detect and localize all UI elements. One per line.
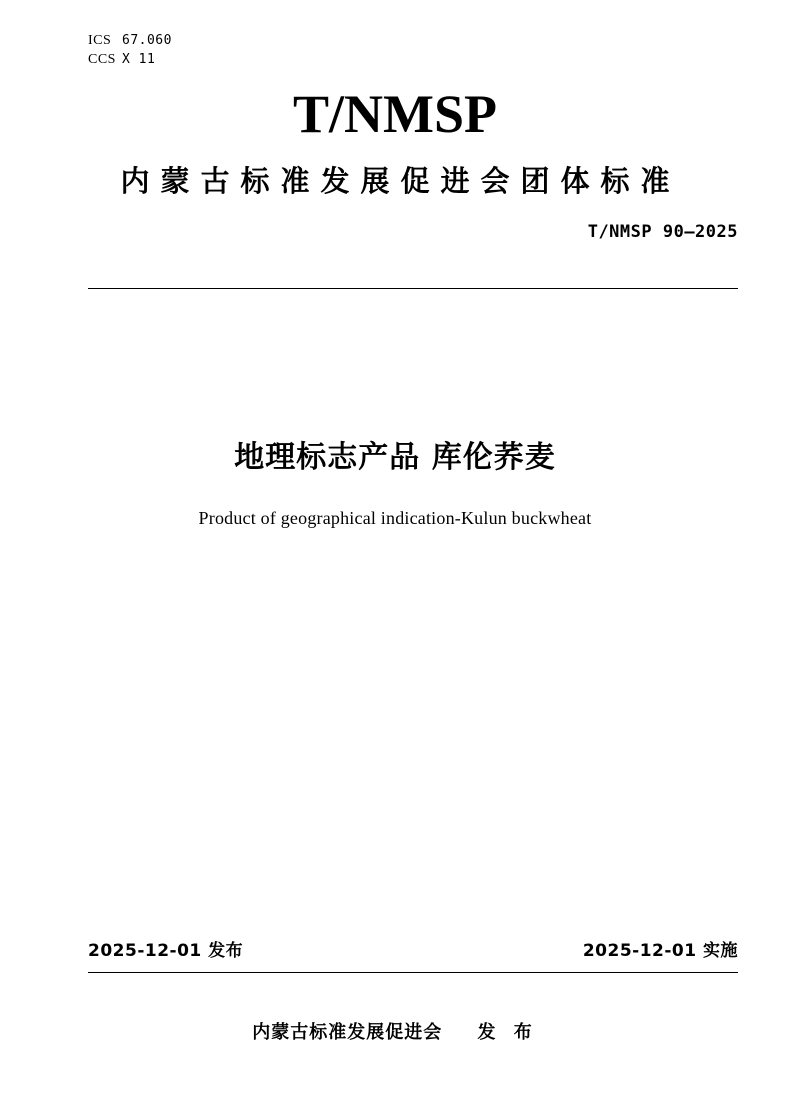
publisher-line [0,1018,790,1044]
classification-codes [88,32,172,70]
ics-value: 67.060 [122,33,172,48]
page-title: 地理标志产品 库伦荞麦 [234,440,556,475]
effective-date: 2025-12-01 实施 [582,941,738,961]
publisher-name: 内蒙古标准发展促进会 [252,1022,443,1043]
issue-date: 2025-12-01 发布 [88,941,244,961]
standard-logo: T/NMSP [292,84,497,144]
ics-code-row [88,32,172,51]
organization-line: 内蒙古标准发展促进会团体标准 [120,163,681,198]
title-block [0,432,790,529]
publisher-action: 发 布 [477,1022,538,1043]
ccs-label: CCS [88,51,116,67]
header-divider [88,288,738,289]
page-subtitle-english: Product of geographical indication-Kulun buckwheat [198,508,592,528]
ccs-code-row [88,51,172,70]
ccs-value: X 11 [122,51,156,67]
masthead [0,86,790,242]
footer-divider [88,972,738,973]
ics-label: ICS [88,33,112,48]
standard-number: T/NMSP 90—2025 [587,221,738,242]
date-row [88,936,738,961]
